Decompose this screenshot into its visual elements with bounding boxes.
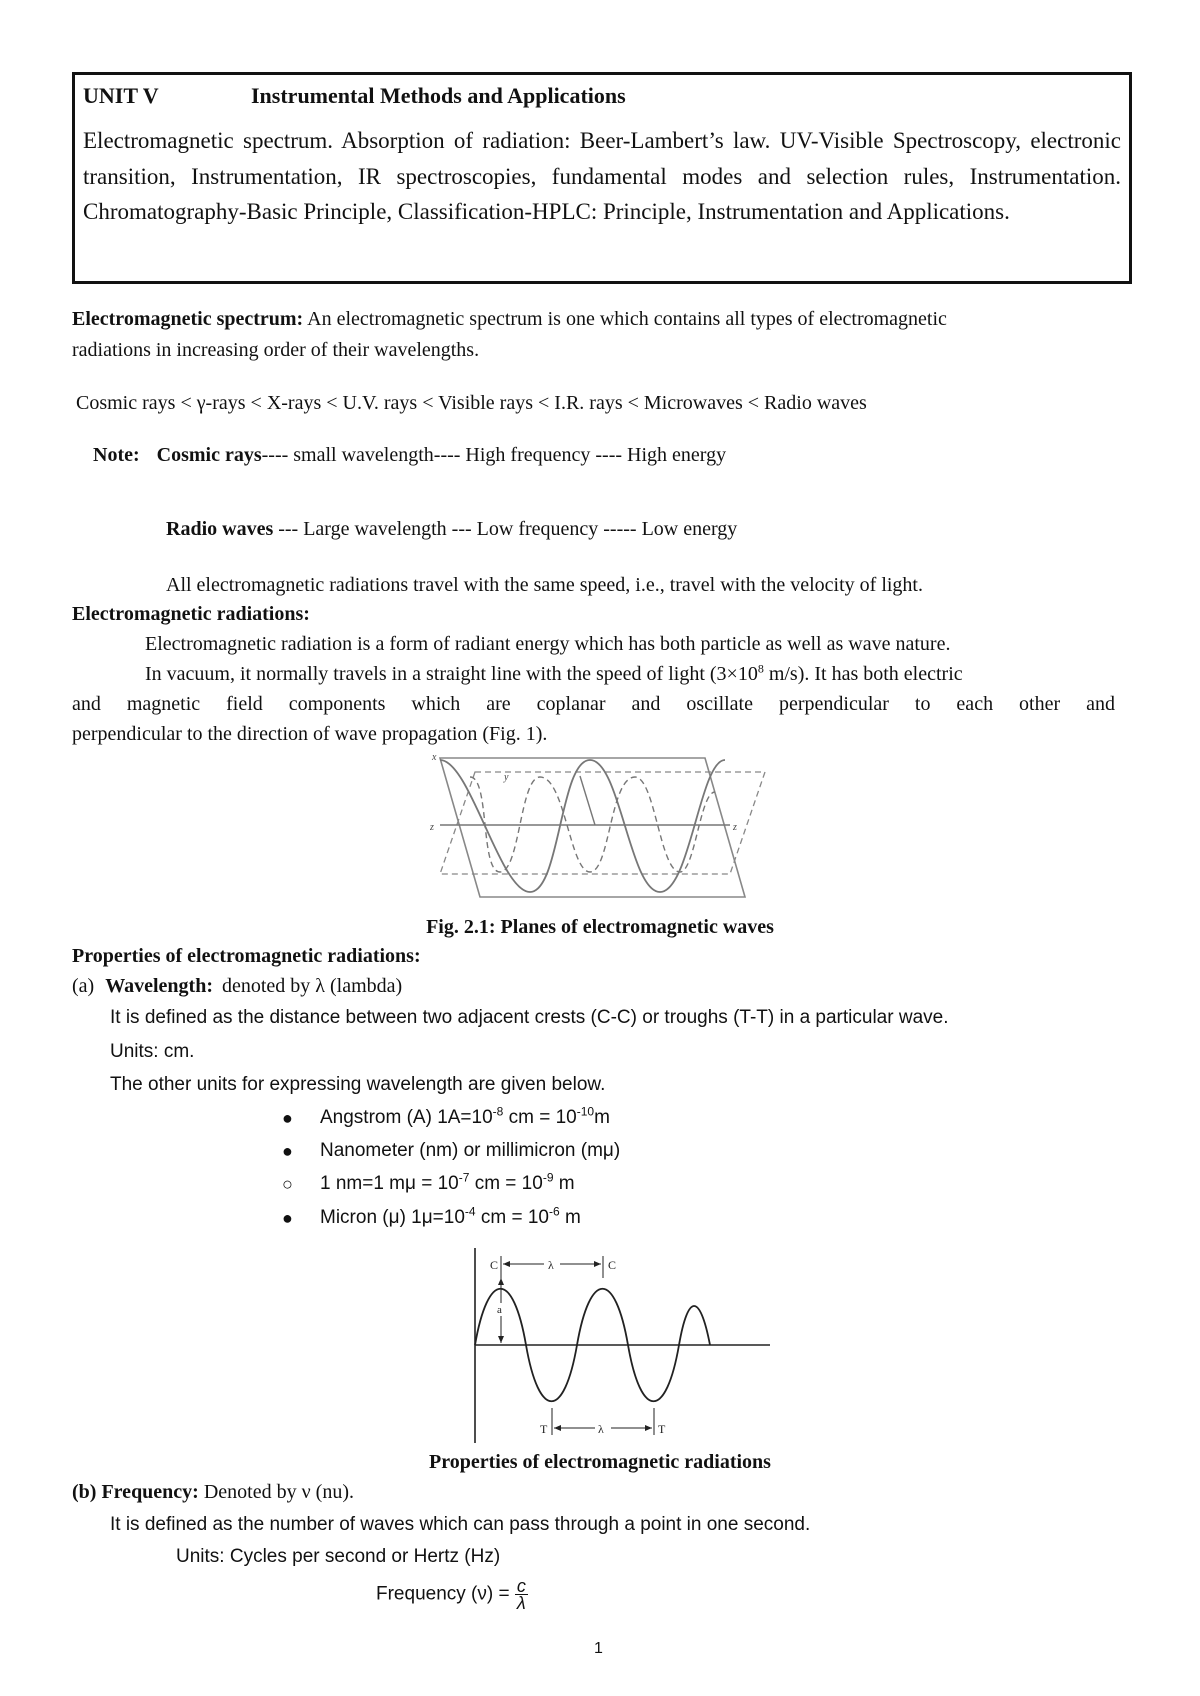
- less-than-icon: <: [180, 392, 192, 414]
- bullet-icon: ●: [282, 1108, 293, 1128]
- properties-heading: Properties of electromagnetic radiations:: [72, 945, 421, 967]
- bullet-icon: ●: [282, 1208, 293, 1228]
- note2-term: Radio waves: [166, 518, 274, 540]
- wavelength-other-units: The other units for expressing wavelength are given below.: [110, 1074, 606, 1095]
- electric-wave: [440, 760, 725, 892]
- speed-note: All electromagnetic radiations travel with the same speed, i.e., travel with the velocity of light.: [166, 574, 923, 596]
- order-microwaves: Microwaves: [643, 392, 743, 414]
- formula-denominator: λ: [516, 1593, 526, 1613]
- spectrum-order: [76, 392, 867, 415]
- em-spectrum-definition: [72, 308, 947, 331]
- unit-nm-conversion: 1 nm=1 $m\mu = 10^{-7}$ cm = $10^{-9}$ m: [320, 1170, 575, 1194]
- order-ir: I.R. rays: [554, 392, 623, 414]
- em-radiations-line3: and magnetic field components which are coplanar and oscillate perpendicular to each other and: [72, 693, 1115, 715]
- trough-label-right: T: [658, 1422, 666, 1436]
- unit-nanometer: Nanometer (nm) or millimicron (mμ): [320, 1140, 621, 1161]
- bullet-icon: ●: [282, 1141, 293, 1161]
- em-spectrum-def-line2: radiations in increasing order of their wavelengths.: [72, 339, 480, 361]
- wavelength-units: Units: cm.: [110, 1041, 195, 1062]
- em-spectrum-def-line1: An electromagnetic spectrum is one which contains all types of electromagnetic: [307, 308, 947, 330]
- frequency-term: Frequency:: [101, 1481, 199, 1503]
- axis-label-y: y: [504, 772, 509, 783]
- crest-lambda-label: λ: [548, 1258, 554, 1272]
- order-radio: Radio waves: [764, 392, 867, 414]
- unit-description: Electromagnetic spectrum. Absorption of radiation: Beer-Lambert’s law. UV-Visible Spectroscopy, electronic transition, Instrumentation, IR spectroscopies, fundamental modes and selection rules, Instrumentation. Chromatography-Basic Principle, Classification-HPLC: Principle, Instrumentation and Applications.: [83, 128, 1121, 224]
- unit-micron: Micron (μ) $1\mu=10^{-4}$ cm = $10^{-6}$ m: [320, 1204, 581, 1228]
- em-radiations-heading: Electromagnetic radiations:: [72, 603, 310, 625]
- order-xrays: X-rays: [266, 392, 322, 414]
- crest-label-left: C: [490, 1258, 499, 1272]
- axis-label-z-right: z: [733, 822, 737, 833]
- order-cosmic: Cosmic rays: [76, 392, 176, 414]
- note-label: Note:: [93, 444, 140, 466]
- note1-rest: ---- small wavelength---- High frequency ---- High energy: [261, 444, 727, 466]
- order-visible: Visible rays: [438, 392, 534, 414]
- arrow-left-icon: [554, 1425, 561, 1431]
- formula-numerator: c: [516, 1576, 526, 1596]
- field-vector: [580, 776, 595, 825]
- arrow-left-icon: [503, 1261, 510, 1267]
- frequency-units: Units: Cycles per second or Hertz (Hz): [176, 1546, 501, 1567]
- wavelength-diagram: [470, 1248, 770, 1448]
- frequency-rest: Denoted by ν (nu).: [198, 1481, 354, 1503]
- unit-label: UNIT V: [83, 83, 159, 108]
- em-radiations-line2: In vacuum, it normally travels in a straight line with the speed of light ($3\times 10^8$ m/s). It has both electric: [145, 661, 963, 685]
- em-wave-planes-figure: [430, 752, 770, 907]
- axis-label-x: x: [432, 752, 437, 763]
- note1-term: Cosmic rays: [156, 444, 262, 466]
- note2-rest: --- Large wavelength --- Low frequency ----- Low energy: [273, 518, 738, 540]
- em-radiations-line4: perpendicular to the direction of wave propagation (Fig. 1).: [72, 723, 548, 745]
- trough-lambda-label: λ: [598, 1422, 604, 1436]
- arrow-right-icon: [645, 1425, 652, 1431]
- wavelength-term: Wavelength:: [105, 975, 213, 997]
- formula-fraction: [515, 1578, 528, 1611]
- note-cosmic: [93, 444, 726, 467]
- wave-caption: Properties of electromagnetic radiations: [429, 1451, 771, 1473]
- less-than-icon: <: [747, 392, 760, 414]
- less-than-icon: <: [538, 392, 550, 414]
- frequency-formula: [376, 1578, 528, 1611]
- arrow-right-icon: [594, 1261, 601, 1267]
- unit-header: [83, 83, 1121, 113]
- em-radiations-line1: Electromagnetic radiation is a form of radiant energy which has both particle as well as wave nature.: [145, 633, 951, 655]
- item-b-label: (b): [72, 1481, 97, 1503]
- trough-label-left: T: [540, 1422, 548, 1436]
- unit-title: Instrumental Methods and Applications: [251, 83, 626, 108]
- axis-label-z-left: z: [430, 822, 434, 833]
- magnetic-plane: [440, 772, 765, 874]
- arrow-up-icon: [498, 1278, 504, 1285]
- wavelength-rest: denoted by λ (lambda): [221, 975, 403, 997]
- hollow-bullet-icon: ○: [282, 1174, 293, 1194]
- crest-label-right: C: [608, 1258, 617, 1272]
- formula-left: Frequency (ν) =: [376, 1583, 510, 1605]
- order-gamma: γ-rays: [196, 392, 246, 414]
- less-than-icon: <: [250, 392, 262, 414]
- unit-angstrom: Angstrom (A) $1A=10^{-8}$ cm = $10^{-10}m$: [320, 1104, 610, 1128]
- order-uv: U.V. rays: [342, 392, 418, 414]
- figure-caption: Fig. 2.1: Planes of electromagnetic waves: [426, 916, 774, 938]
- wavelength-line: [72, 975, 402, 998]
- wavelength-definition: It is defined as the distance between two adjacent crests (C-C) or troughs (T-T) in a particular wave.: [110, 1007, 949, 1028]
- sine-wave: [475, 1272, 710, 1410]
- less-than-icon: <: [627, 392, 639, 414]
- less-than-icon: <: [422, 392, 434, 414]
- page-number: 1: [594, 1640, 603, 1657]
- frequency-definition: It is defined as the number of waves which can pass through a point in one second.: [110, 1514, 811, 1535]
- less-than-icon: <: [326, 392, 338, 414]
- arrow-down-icon: [498, 1336, 504, 1343]
- amplitude-label: a: [497, 1304, 502, 1316]
- note-radio: [166, 518, 737, 541]
- item-a-label: (a): [72, 975, 95, 997]
- frequency-line: [72, 1481, 354, 1504]
- unit-syllabus-box: [72, 72, 1132, 284]
- em-spectrum-heading: Electromagnetic spectrum:: [72, 308, 304, 330]
